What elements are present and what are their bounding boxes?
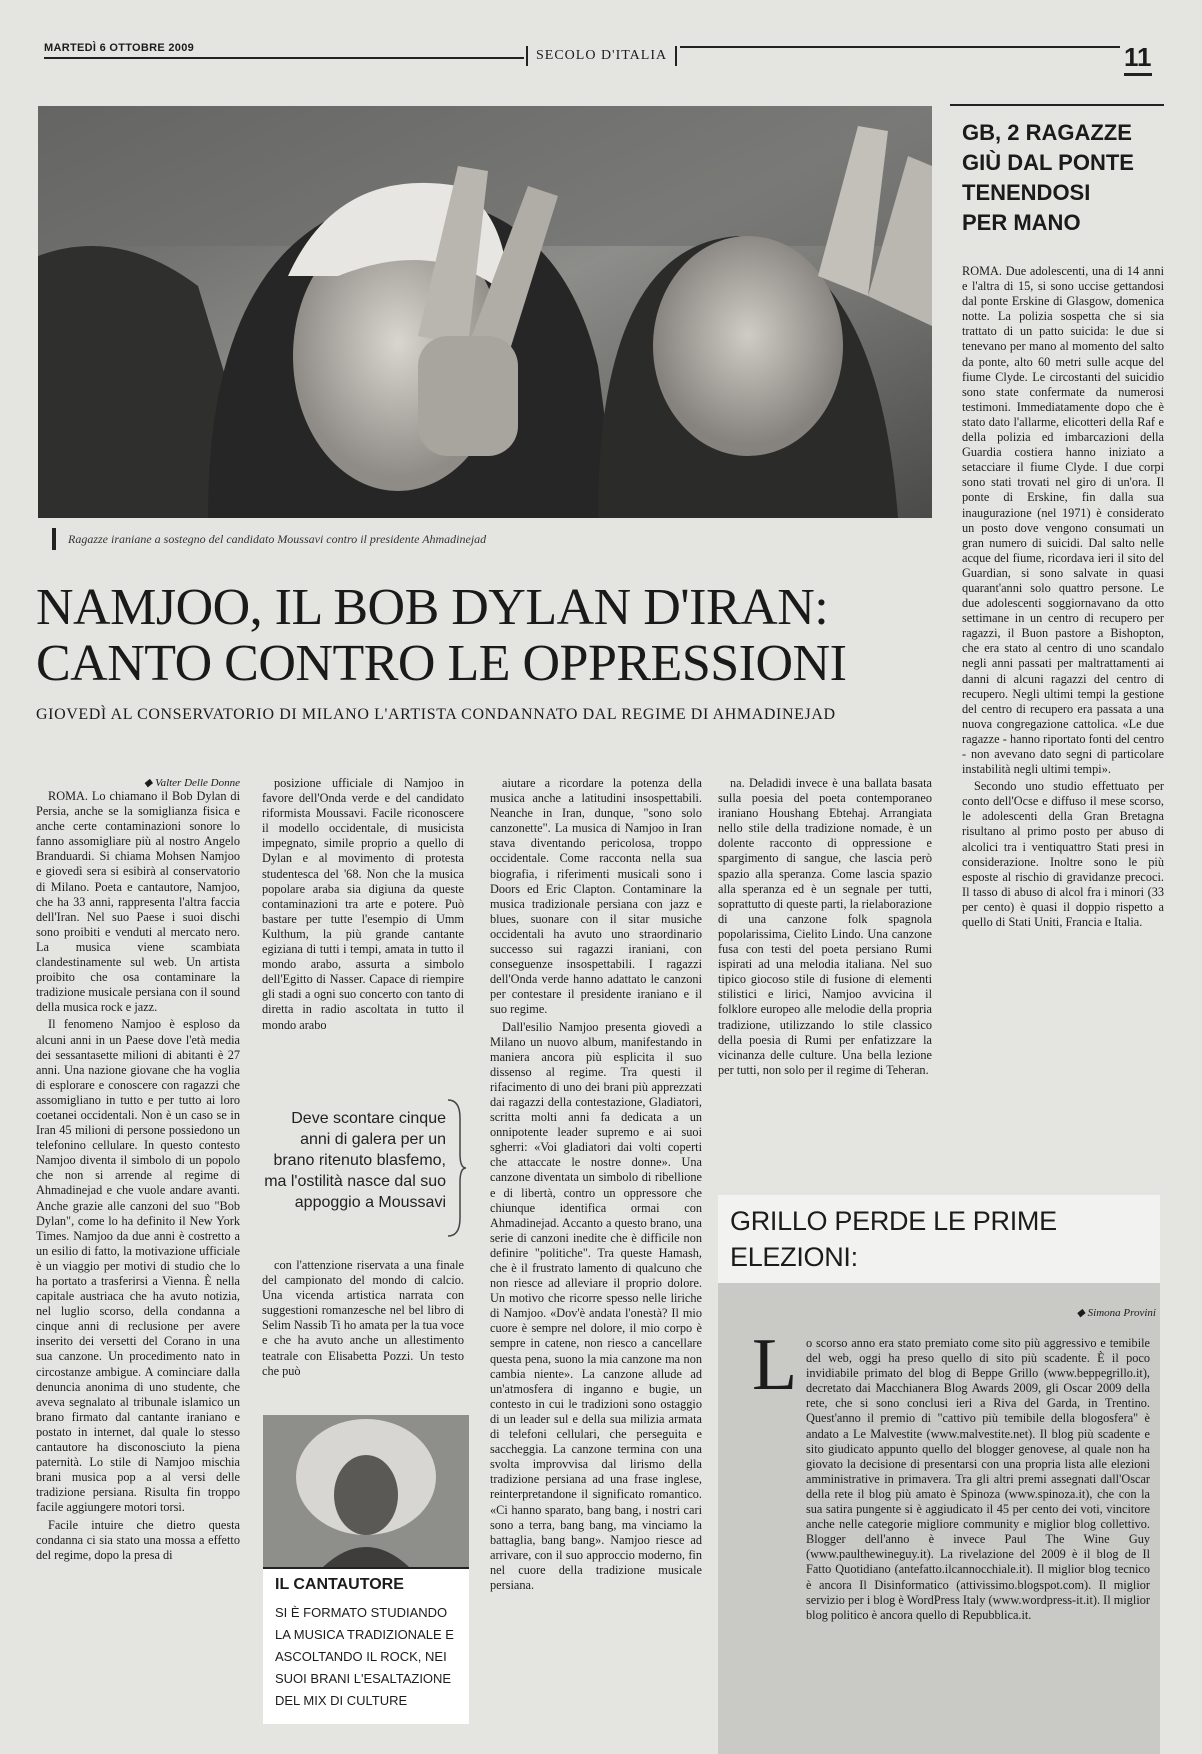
page-number: 11 — [1124, 42, 1152, 76]
masthead-rule-right — [680, 46, 1120, 48]
protest-photo — [38, 106, 932, 518]
singer-portrait — [263, 1415, 469, 1567]
cantautore-title: IL CANTAUTORE — [275, 1576, 404, 1593]
article-paragraph: ROMA. Lo chiamano il Bob Dylan di Persia, anche se la somiglianza fisica e anche certe contaminazioni sonore lo fanno assomigliare più al nostro Angelo Branduardi. Si chiama Mohsen Namjoo e giovedì sera si esibirà al conservatorio di Milano. Poeta e cantautore, Namjoo, che ha 33 anni, rappresenta l'altra faccia dell'Iran. Nel suo Paese i suoi dischi sono proibiti e venduti al mercato nero. La musica viene scambiata clandestinamente sul web. Un artista proibito che osa contaminare la tradizione musicale persiana con il sound della musica rock e jazz. — [36, 789, 240, 1015]
side-article-rule — [950, 104, 1164, 106]
side-article-body — [962, 264, 1164, 932]
grillo-article-body — [806, 1336, 1150, 1625]
article-paragraph: con l'attenzione riservata a una finale del campionato del mondo di calcio. Una vicenda artistica narrata con suggestioni romanzesche nel bel libro di Selim Nassib Ti ho amata per la tua voce e che ha avuto anche un allestimento teatrale con Elisabetta Pozzi. Un testo che può — [262, 1258, 464, 1378]
pull-quote: Deve scontare cinque anni di galera per un brano ritenuto blasfemo, ma l'ostilità nasce dal suo appoggio a Moussavi — [264, 1110, 446, 1211]
photo-caption: Ragazze iraniane a sostegno del candidato Moussavi contro il presidente Ahmadinejad — [68, 532, 487, 546]
main-headline — [36, 580, 936, 692]
article-column-4 — [718, 776, 932, 1080]
newspaper-name: SECOLO D'ITALIA — [526, 46, 677, 66]
article-paragraph: Il fenomeno Namjoo è esploso da alcuni anni in un Paese dove l'età media dei sessantasette milioni di abitanti è 27 anni. Una nazione giovane che ha voglia di esplorare e conoscere con ragazzi che assomigliano in tutto e per tutto ai loro coetanei occidentali. Non è un caso se in Iran 45 milioni di persone possiedono un telefonino cellulare. In questo contesto Namjoo diventa il simbolo di un popolo che non si arrende al regime di Ahmadinejad e che vuole andare avanti. Anche grazie alle canzoni del suo "Bob Dylan", come lo ha definito il New York Times. Namjoo da due anni è costretto a un esilio di fatto, la motivazione ufficiale è un viaggio per motivi di studio che lo ha portato a trasferirsi a Vienna. È nella capitale austriaca che ha avuto notizia, nel luglio scorso, della condanna a cinque anni di reclusione per avere inserito dei versetti del Corano in una sua canzone. Un procedimento nato in circostanze ambigue. A cominciare dalla denuncia anonima di uno studente, che aveva segnalato al tribunale islamico un brano firmato dal cantante iraniano e postato in internet, dal quale lo stesso cantautore ha disconosciuto la piena paternità. Lo stile di Namjoo mischia brani musica pop a al versi delle tradizione persiana. Risulta fin troppo facile aggiungere motori torsi. — [36, 1017, 240, 1515]
byline: ◆ Valter Delle Donne — [143, 777, 240, 789]
main-headline-line1: NAMJOO, IL BOB DYLAN D'IRAN: — [36, 579, 829, 636]
side-headline — [962, 118, 1170, 238]
article-paragraph: na. Deladidi invece è una ballata basata sulla poesia del poeta contemporaneo iraniano Houshang Ebtehaj. Arrangiata nello stile della tradizione nomade, è un dolente racconto di oppressione e spargimento di sangue, che lascia però spazio alla speranza. Come lascia spazio alla speranza ed è un segnale per tutti, soprattutto di queste parti, la rielaborazione di una canzone folk spagnola popolarissima, Cielito Lindo. Una canzone fusa con testi del poeta persiano Rumi ispirati ad una melodia italiana. Nel suo tipico giocoso stile di fusione di elementi stilistici e lirici, Namjoo avvicina il folklore europeo alle melodie della propria tradizione, utilizzando lo stile classico della poesia di Rumi per enfatizzare la vicinanza delle culture. Una bella lezione per tutti, non solo per il regime di Teheran. — [718, 776, 932, 1077]
article-column-1 — [36, 776, 240, 1565]
article-paragraph: ROMA. Due adolescenti, una di 14 anni e l'altra di 15, si sono uccise gettandosi dal ponte Erskine di Glasgow, domenica notte. La polizia sospetta che si sia trattato di un patto suicida: le due si tenevano per mano al momento del salto da ponte, alto 60 metri sulle acque del fiume Clyde. Le circostanti del suicidio sono state confermate da numerosi testimoni. Immediatamente dopo che è stato dato l'allarme, elicotteri della Raf e della polizia ed imbarcazioni della Guardia costiera hanno iniziato a setacciare il fiume Clyde. I due corpi sono stati trovati nel giro di un'ora. Il ponte di Erskine, fin dalla sua inaugurazione (nel 1971) è considerato un posto dove vengono consumati un gran numero di suicidi. Dal salto nelle acque del fiume, ricordava ieri il sito del Guardian, si sono salvate in quasi quarant'anni solo quattro persone. Le due adolescenti soggiornavano da otto settimane in un centro di recupero per ragazzi, il Buon pastore a Bishopton, che era stato al centro di uno scandalo negli anni passati per maltrattamenti ai danni di alcuni ragazzi del centro di recupero. Negli ultimi tempi la gestione del centro di recupero era passata a una nuova congregazione cattolica. «Le due ragazze - hanno riportato fonti del centro - non avevano dato segni di particolare instabilità negli ultimi tempi». — [962, 264, 1164, 777]
side-headline-line1: GB, 2 RAGAZZE — [962, 120, 1132, 145]
side-headline-line4: PER MANO — [962, 210, 1081, 235]
article-paragraph: o scorso anno era stato premiato come sito più aggressivo e temibile del web, oggi ha preso quello di sito più scadente. È il poco invidiabile primato del blog di Beppe Grillo (www.beppegrillo.it), decretato dai Macchianera Blog Awards 2009, gli Oscar 2009 della rete, che si sono conclusi ieri a Riva del Garda, in Trentino. Quest'anno il premio di "cattivo più temibile della blogosfera" è andato a Le Malvestite (www.malvestite.net). Il blog più scadente e sito giudicato appunto quello del blogger genovese, al quale non ha giovato la decisione di presentarsi con una propria lista alle elezioni amministrative in primavera. Tra gli altri premi assegnati dall'Oscar della rete il blog più amato è Spinoza (www.spinoza.it), che con la sua satira pungente si è aggiudicato il 45 per cento dei voti, vincitore anche nelle categorie migliore community e miglior blog collettivo. Blogger dell'anno è invece Paul The Wine Guy (www.paulthewineguy.it). La rivelazione del 2009 è il blog de Il Fatto Quotidiano (antefatto.ilcannocchiale.it). Il miglior blog tecnico è ancora Il Disinformatico (attivissimo.blogspot.com). Il miglior servizio per i blog è WordPress Italy (www.wordpress-it.it). Il miglior blog politico è ancora quello di Repubblica.it. — [806, 1336, 1150, 1622]
article-paragraph: aiutare a ricordare la potenza della musica anche a latitudini insospettabili. Neanche in Iran, dunque, "sono solo canzonette". La musica di Namjoo in Iran stava diventando pericolosa, troppo occidentale. Come racconta nella sua biografia, i riferimenti musicali sono i Doors ed Eric Clapton. Contaminare la musica tradizionale persiana con jazz e blues, suonare con il sitar musiche occidentali ha avuto uno straordinario successo sui ragazzi iraniani, con conseguenze insospettabili. I ragazzi dell'Onda verde hanno adattato le canzoni per contestare il presidente iraniano e il suo regime. — [490, 776, 702, 1017]
grillo-byline: ◆ Simona Provini — [1076, 1307, 1156, 1319]
main-subheadline: GIOVEDÌ AL CONSERVATORIO DI MILANO L'ARTISTA CONDANNATO DAL REGIME DI AHMADINEJAD — [36, 706, 836, 723]
grillo-byline-author: Simona Provini — [1087, 1307, 1156, 1319]
byline-author: Valter Delle Donne — [155, 777, 240, 789]
article-paragraph: Facile intuire che dietro questa condanna ci sia stato una mossa a effetto del regime, dopo la presa di — [36, 1517, 240, 1562]
article-column-2-bottom — [262, 1258, 464, 1381]
article-paragraph: Secondo uno studio effettuato per conto dell'Ocse e diffuso il mese scorso, le adolescenti della Gran Bretagna risultano al primo posto per abuso di alcolici tra i ventiquattro Stati presi in considerazione. Inoltre sono le più esposte al rischio di gravidanze precoci. Il tasso di abuso di alcol fra i minori (33 per cento) è quasi il doppio rispetto a quello di Stati Uniti, Francia e Italia. — [962, 779, 1164, 930]
drop-cap: L — [752, 1324, 798, 1406]
article-paragraph: Dall'esilio Namjoo presenta giovedì a Milano un nuovo album, manifestando in maniera ancora più esplicita il suo dissenso al regime. Tra questi il rifacimento di uno dei brani più apprezzati dai ragazzi della contestazione, Gladiatori, scritta molti anni fa dedicata a un onnipotente leader supremo e ai suoi sgherri: «Voi gladiatori dai volti coperti che attaccate le nostre donne». Una canzone diventata un simbolo di ribellione e di libertà, contro un oppressore che chiunque identifica ormai con Ahmadinejad. Accanto a questo brano, una serie di canzoni inedite che è difficile non definire "politiche". Tra queste Hamash, che è il frustrato lamento di qualcuno che non riesce ad alleviare il proprio dolore. Un motivo che ricorre spesso nelle liriche di Namjoo. «Dov'è andata l'onestà? Il mio cuore è sempre nel dolore, il mio corpo è sempre in catene, non riesco a cancellare questa pena, suono la mia canzone ma non cambia niente». La canzone allude ad un'atmosfera di inganno e bugie, un contesto in cui le tradizioni sono ostaggio di un leader sul e della sua milizia armata di telefoni cellulari, che perseguita e saccheggia. La canzone termina con una svolta improvvisa dal lirismo della tradizione persiana ad una frase inglese, reinterpretandone il significato romantico. «Ci hanno sparato, bang bang, i nostri cari sono a terra, bang bang, ma vinciamo la battaglia, bang bang». Namjoo riesce ad arrivare, con il suo approccio moderno, fin nel cuore della tradizione musicale persiana. — [490, 1019, 702, 1592]
side-headline-line3: TENENDOSI — [962, 180, 1091, 205]
article-paragraph: posizione ufficiale di Namjoo in favore dell'Onda verde e del candidato riformista Moussavi. Facile riconoscere il modello occidentale, di musicista impegnato, simile proprio a quello di Dylan e al movimento di protesta studentesca del '68. Non che la musica popolare araba sia digiuna da queste contaminazioni tra arte e potere. Può bastare per tutte l'esempio di Umm Kulthum, la più grande cantante egiziana di tutti i tempi, amata in tutto il mondo arabo, assurta a simbolo dell'Egitto di Nasser. Capace di riempire gli stadi a ogni suo concerto con tanto di diretta in radio ascoltata in tutto il mondo arabo — [262, 776, 464, 1032]
article-column-2-top — [262, 776, 464, 1035]
masthead-rule-left — [44, 57, 524, 59]
main-headline-line2: CANTO CONTRO LE OPPRESSIONI — [36, 635, 847, 692]
article-column-3 — [490, 776, 702, 1595]
grillo-headline-line1: GRILLO PERDE LE PRIME ELEZIONI: — [730, 1206, 1057, 1272]
issue-date: MARTEDÌ 6 OTTOBRE 2009 — [44, 42, 195, 54]
side-headline-line2: GIÙ DAL PONTE — [962, 150, 1134, 175]
pull-quote-brace — [446, 1098, 468, 1238]
caption-marker — [52, 528, 56, 550]
cantautore-text: SI È FORMATO STUDIANDO LA MUSICA TRADIZIONALE E ASCOLTANDO IL ROCK, NEI SUOI BRANI L'ESALTAZIONE DEL MIX DI CULTURE — [275, 1605, 454, 1708]
